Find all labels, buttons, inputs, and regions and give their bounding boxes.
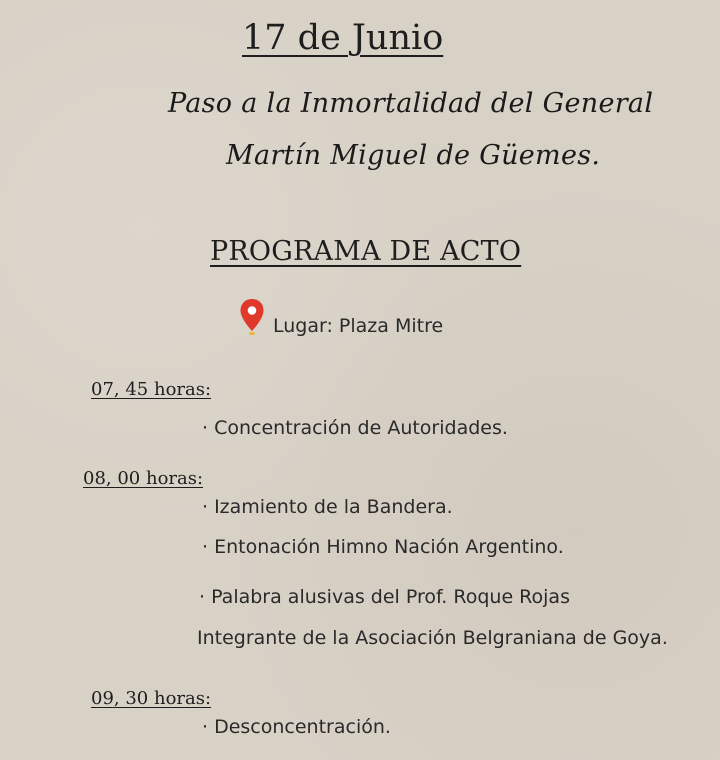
schedule-item: · Concentración de Autoridades. bbox=[202, 417, 508, 439]
schedule-item: · Palabra alusivas del Prof. Roque Rojas bbox=[199, 586, 570, 608]
location-pin-icon bbox=[239, 298, 265, 338]
subtitle-line-1: Paso a la Inmortalidad del General bbox=[168, 88, 654, 119]
subtitle-line-2: Martín Miguel de Güemes. bbox=[226, 140, 601, 171]
schedule-time-1: 07, 45 horas: bbox=[91, 379, 212, 400]
location-text: Lugar: Plaza Mitre bbox=[273, 315, 444, 337]
schedule-item: · Entonación Himno Nación Argentino. bbox=[202, 536, 564, 558]
schedule-item: · Izamiento de la Bandera. bbox=[202, 496, 453, 518]
event-date-title: 17 de Junio bbox=[242, 18, 444, 58]
schedule-time-3: 09, 30 horas: bbox=[91, 688, 212, 709]
schedule-time-2: 08, 00 horas: bbox=[83, 468, 204, 489]
schedule-item-continuation: Integrante de la Asociación Belgraniana de Goya. bbox=[197, 627, 668, 649]
schedule-item: · Desconcentración. bbox=[202, 716, 391, 738]
program-title: PROGRAMA DE ACTO bbox=[210, 236, 522, 267]
